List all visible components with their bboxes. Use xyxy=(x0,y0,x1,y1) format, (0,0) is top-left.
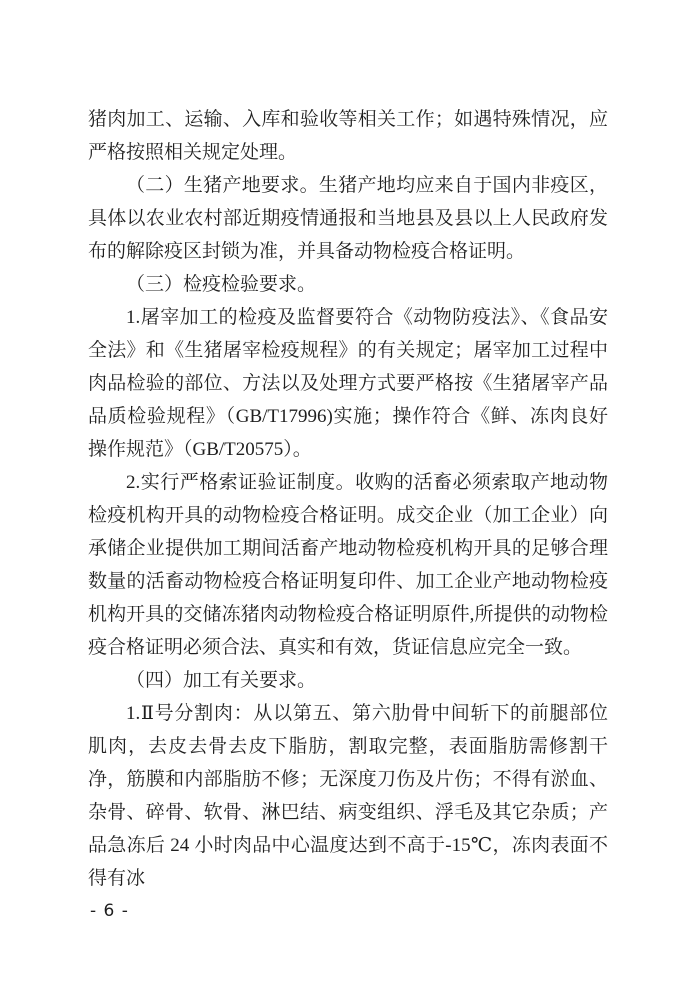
paragraph: 2.实行严格索证验证制度。收购的活畜必须索取产地动物检疫机构开具的动物检疫合格证明。成交企业（加工企业）向承储企业提供加工期间活畜产地动物检疫机构开具的足够合理数量的活畜动物检疫合格证明复印件、加工企业产地动物检疫机构开具的交储冻猪肉动物检疫合格证明原件,所提供的动物检疫合格证明必须合法、真实和有效，货证信息应完全一致。 xyxy=(88,472,608,658)
paragraph: （四）加工有关要求。 xyxy=(126,670,317,691)
paragraph: 1.屠宰加工的检疫及监督要符合《动物防疫法》、《食品安全法》和《生猪屠宰检疫规程》的有关规定；屠宰加工过程中肉品检验的部位、方法以及处理方式要严格按《生猪屠宰产品品质检验规程》（GB/T17996)实施；操作符合《鲜、冻肉良好操作规范》（GB/T20575）。 xyxy=(88,307,608,460)
paragraph: （三）检疫检验要求。 xyxy=(126,274,317,295)
paragraph: 猪肉加工、运输、入库和验收等相关工作；如遇特殊情况，应严格按照相关规定处理。 xyxy=(88,109,608,163)
paragraph: 1.Ⅱ号分割肉：从以第五、第六肋骨中间斩下的前腿部位肌肉，去皮去骨去皮下脂肪，割取完整，表面脂肪需修割干净，筋膜和内部脂肪不修；无深度刀伤及片伤；不得有淤血、杂骨、碎骨、软骨、淋巴结、病变组织、浮毛及其它杂质；产品急冻后 24 小时肉品中心温度达到不高于-15℃，冻肉表面不得有冰 xyxy=(88,703,608,889)
document-body xyxy=(88,103,608,895)
page-number: - 6 - xyxy=(90,901,129,921)
paragraph: （二）生猪产地要求。生猪产地均应来自于国内非疫区，具体以农业农村部近期疫情通报和当地县及县以上人民政府发布的解除疫区封锁为准，并具备动物检疫合格证明。 xyxy=(88,175,608,262)
